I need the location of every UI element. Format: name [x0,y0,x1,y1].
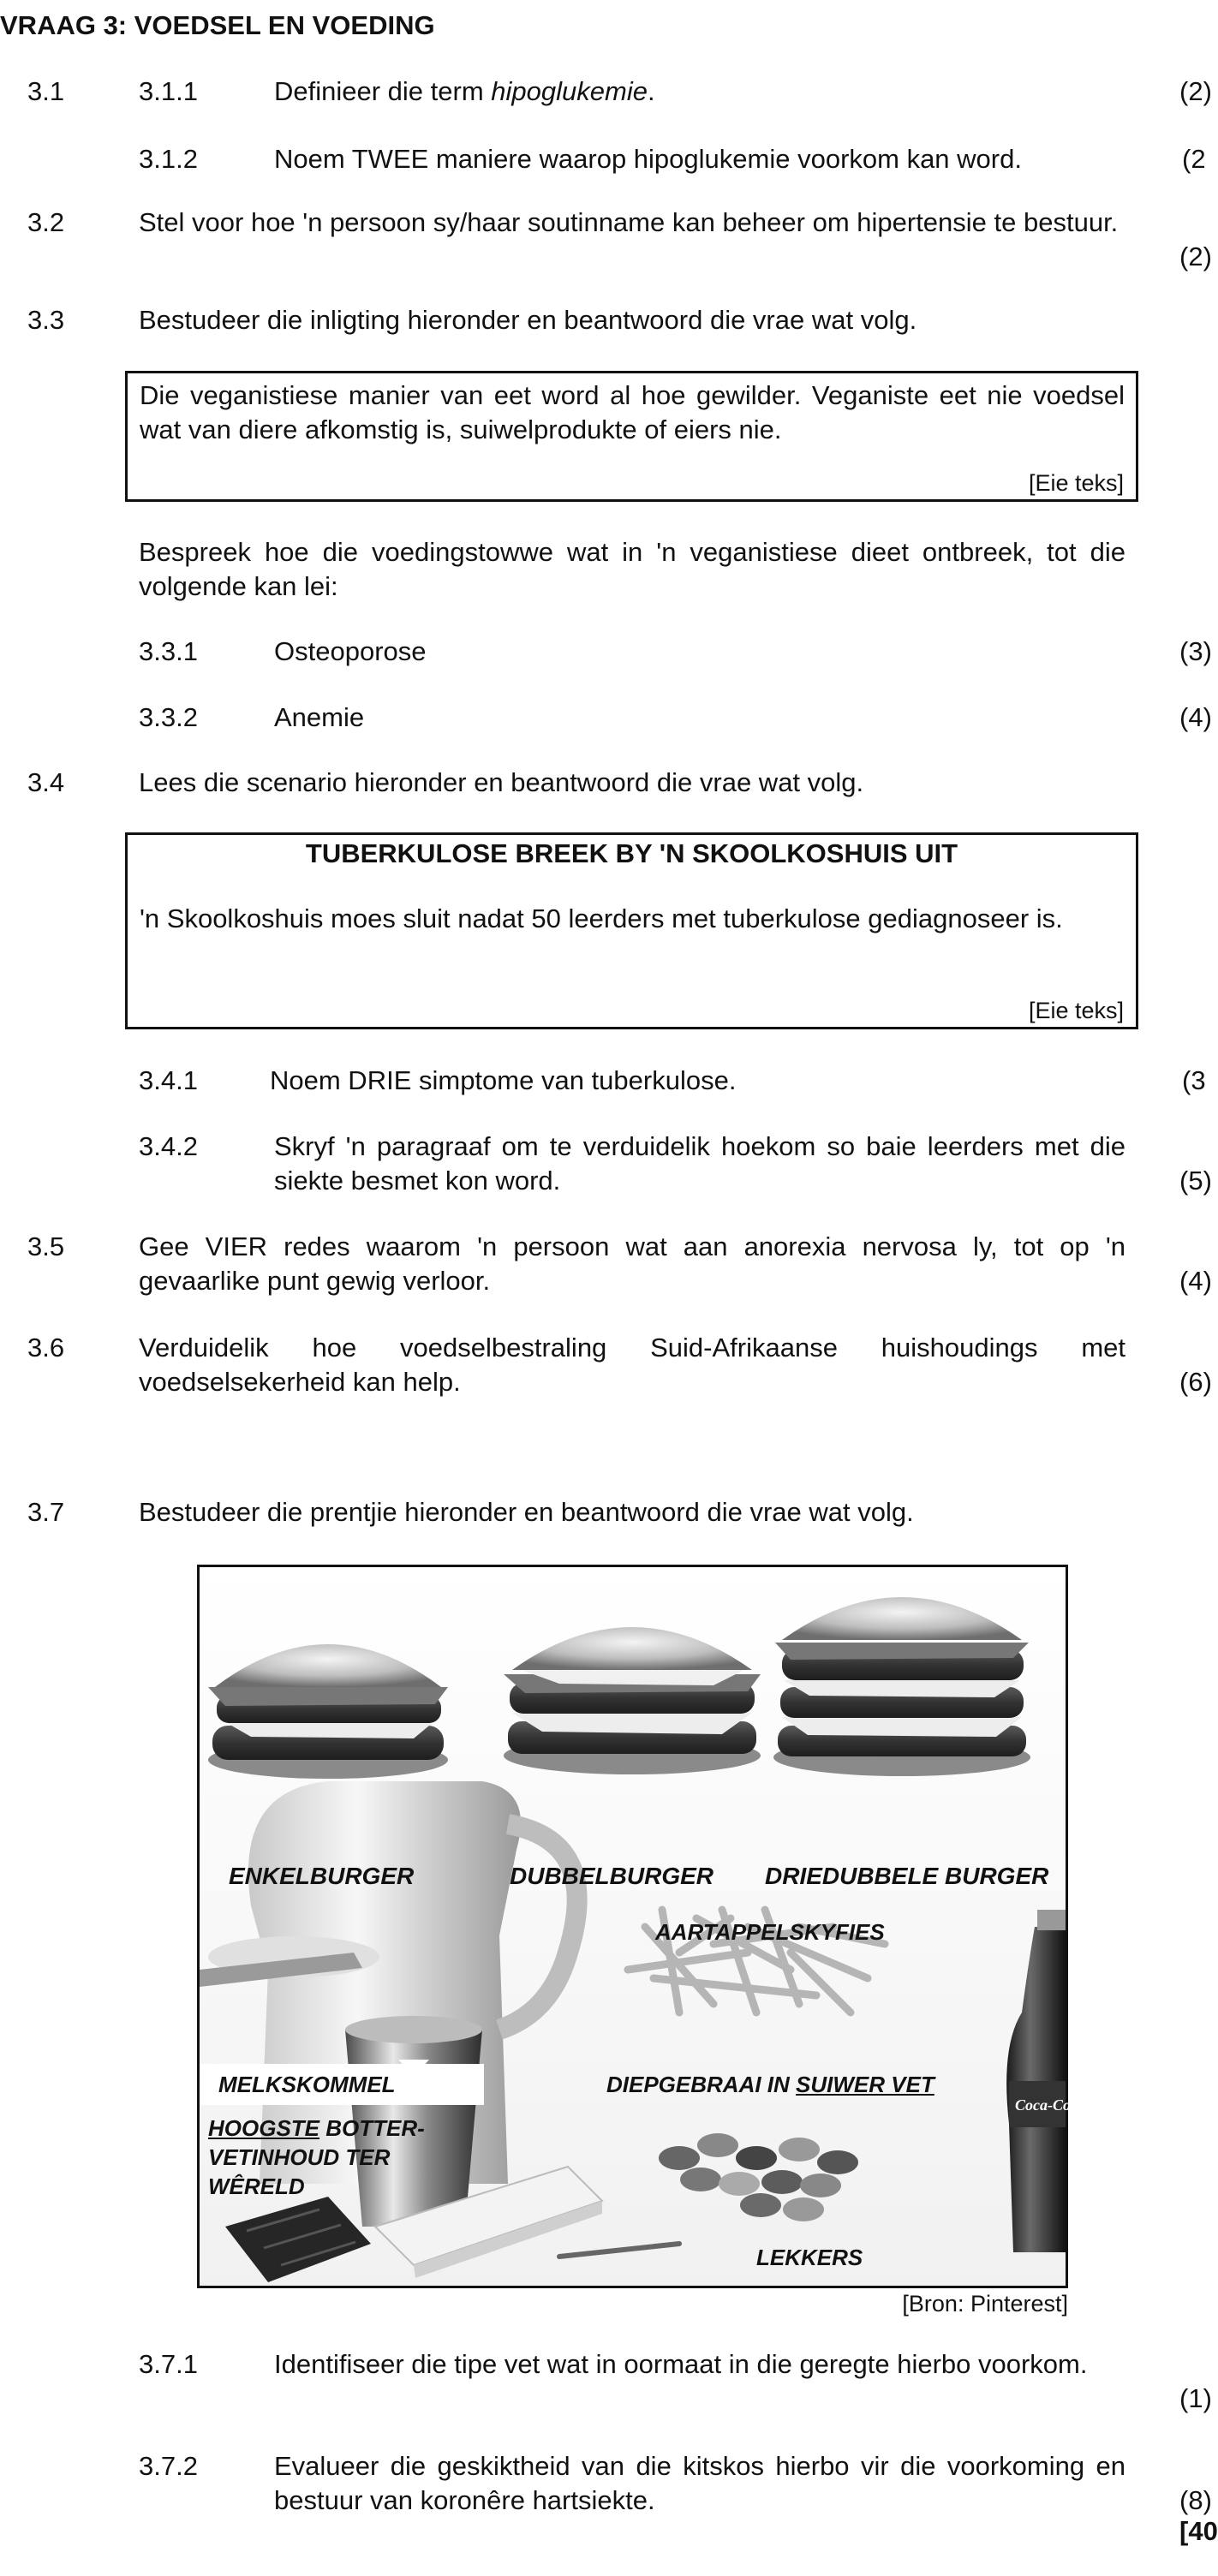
label-butter-fat [208,2114,448,2201]
q-3-7-1-number: 3.7.1 [139,2349,198,2379]
q-3-3-2-marks: (4) [1179,702,1212,732]
q-3-6-text: Verduidelik hoe voedselbestraling Suid-Afrikaanse huishoudings met voedselsekerheid kan help. [139,1333,1125,1397]
q-3-4-2-text: Skryf 'n paragraaf om te verduidelik hoekom so baie leerders met die siekte besmet kon word. [274,1131,1125,1196]
q-3-6-number: 3.6 [27,1333,65,1363]
question-heading: VRAAG 3: VOEDSEL EN VOEDING [0,10,435,40]
q-3-3-2-number: 3.3.2 [139,702,198,732]
label-deep-fried [606,2071,934,2098]
q-3-1-2-marks: (2 [1182,144,1206,174]
cola-logo-text: Coca-Cola [1015,2096,1083,2114]
q-3-1-1-text [274,75,655,109]
q-3-5-number: 3.5 [27,1231,65,1261]
q-3-7-1-marks: (1) [1179,2383,1212,2413]
q-3-3-1-marks: (3) [1179,636,1212,666]
fast-food-picture [197,1565,1083,2288]
q-3-3-number: 3.3 [27,305,65,335]
q-3-4-2-number: 3.4.2 [139,1131,198,1161]
q-3-4-1-text: Noem DRIE simptome van tuberkulose. [270,1065,737,1095]
q-3-3-2-text: Anemie [274,702,365,732]
label-single-burger: ENKELBURGER [229,1863,415,1889]
q-3-4-instruction: Lees die scenario hieronder en beantwoord die vrae wat volg. [139,767,864,797]
q-3-4-number: 3.4 [27,767,65,797]
q-3-1-1-marks: (2) [1179,76,1212,106]
tb-box-title: TUBERKULOSE BREEK BY 'N SKOOLKOSHUIS UIT [305,838,958,868]
tb-box-source: [Eie teks] [1028,998,1124,1023]
q-3-4-1-marks: (3 [1182,1065,1206,1095]
q-3-1-1-number: 3.1.1 [139,76,198,106]
triple-burger-image [773,1597,1030,1776]
q-3-4-2-marks: (5) [1179,1166,1212,1196]
single-burger-image [208,1644,448,1779]
q-3-1-2-text: Noem TWEE maniere waarop hipoglukemie voorkom kan word. [274,144,1022,174]
double-burger-image [504,1627,761,1774]
q-3-2-text: Stel voor hoe 'n persoon sy/haar soutinname kan beheer om hipertensie te bestuur. [139,207,1119,237]
label-butter-underlined: HOOGSTE [208,2115,320,2141]
q-3-7-2-marks: (8) [1179,2485,1212,2515]
vegan-box-source: [Eie teks] [1028,470,1124,496]
q-3-7-number: 3.7 [27,1497,65,1527]
question-total: [40 [1179,2516,1218,2546]
tb-box-text: 'n Skoolkoshuis moes sluit nadat 50 leerders met tuberkulose gediagnoseer is. [140,903,1063,933]
q-3-2-number: 3.2 [27,207,65,237]
label-deep-fried-underlined: SUIWER VET [796,2072,934,2097]
label-double-burger: DUBBELBURGER [510,1863,713,1889]
q-3-1-1-text-post: . [647,76,655,106]
q-3-7-1-text: Identifiseer die tipe vet wat in oormaat in die geregte hierbo voorkom. [274,2349,1088,2379]
q-3-7-instruction: Bestudeer die prentjie hieronder en beantwoord die vrae wat volg. [139,1497,914,1527]
label-deep-fried-pre: DIEPGEBRAAI IN [606,2072,797,2097]
label-chips: AARTAPPELSKYFIES [655,1919,885,1945]
label-milkshake: MELKSKOMMEL [218,2072,396,2097]
q-3-4-1-number: 3.4.1 [139,1065,198,1095]
label-sweets: LEKKERS [756,2245,863,2270]
q-3-6-marks: (6) [1179,1367,1212,1397]
q-3-5-marks: (4) [1179,1266,1212,1296]
cola-bottle-image [1006,1910,1066,2252]
image-source: [Bron: Pinterest] [902,2291,1068,2317]
q-3-1-1-text-pre: Definieer die term [274,76,492,106]
q-3-7-2-number: 3.7.2 [139,2451,198,2481]
q-3-5-text: Gee VIER redes waarom 'n persoon wat aan anorexia nervosa ly, tot op 'n gevaarlike punt gewig verloor. [139,1231,1125,1296]
q-3-3-1-number: 3.3.1 [139,636,198,666]
label-butter-rest: BOTTER-VETINHOUD TER WÊRELD [208,2115,425,2199]
q-3-3-discussion: Bespreek hoe die voedingstowwe wat in 'n veganistiese dieet ontbreek, tot die volgende kan lei: [139,537,1125,601]
vegan-box-text: Die veganistiese manier van eet word al hoe gewilder. Veganiste eet nie voedsel wat van diere afkomstig is, suiwelprodukte of eiers nie. [140,380,1125,444]
q-3-3-1-text: Osteoporose [274,636,427,666]
q-3-1-1-term: hipoglukemie [491,76,648,106]
q-3-2-marks: (2) [1179,242,1212,271]
vegan-info-box [125,371,1138,502]
tb-scenario-box [125,832,1138,1029]
label-triple-burger: DRIEDUBBELE BURGER [765,1863,1049,1889]
q-3-1-2-number: 3.1.2 [139,144,198,174]
q-3-7-2-text: Evalueer die geskiktheid van die kitskos hierbo vir die voorkoming en bestuur van koronêre hartsiekte. [274,2451,1125,2515]
sweets-image [659,2133,858,2221]
q-3-3-instruction: Bestudeer die inligting hieronder en beantwoord die vrae wat volg. [139,305,917,335]
q-3-1-number: 3.1 [27,76,65,106]
